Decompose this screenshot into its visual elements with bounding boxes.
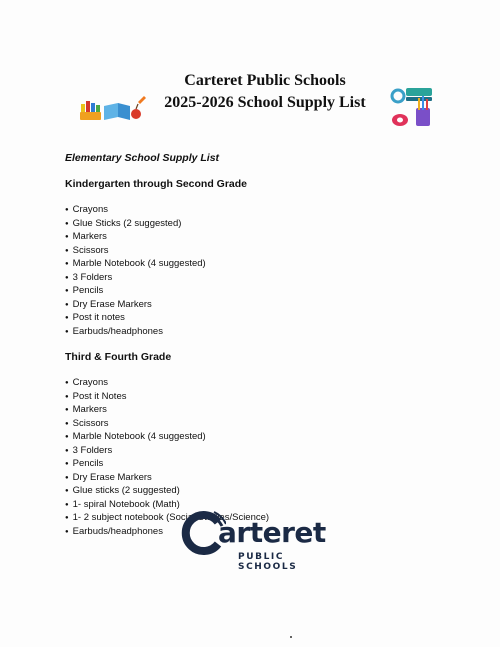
school-supplies-clipart-icon	[78, 92, 148, 122]
list-item: ● Dry Erase Markers	[65, 299, 445, 313]
document-header	[150, 70, 380, 114]
scan-speck	[290, 636, 292, 638]
list-item: ● Marble Notebook (4 suggested)	[65, 431, 445, 445]
document-subtitle: 2025-2026 School Supply List	[164, 94, 366, 111]
supply-list-content	[65, 152, 445, 551]
list-item: ● Crayons	[65, 204, 445, 218]
list-item: ● Pencils	[65, 458, 445, 472]
list-item: ● 1- spiral Notebook (Math)	[65, 499, 445, 513]
stationery-clipart-icon	[388, 84, 438, 130]
logo-wordmark: arteret	[218, 516, 326, 549]
list-item: ● Glue Sticks (2 suggested)	[65, 218, 445, 232]
list-item: ● Scissors	[65, 245, 445, 259]
list-item: ● Markers	[65, 231, 445, 245]
list-item: ● Post it Notes	[65, 391, 445, 405]
list-item: ● Marble Notebook (4 suggested)	[65, 258, 445, 272]
carteret-logo	[180, 510, 340, 570]
list-item: ● Pencils	[65, 285, 445, 299]
list-item: ● Dry Erase Markers	[65, 472, 445, 486]
list-item: ● 3 Folders	[65, 272, 445, 286]
supply-list	[65, 204, 445, 339]
list-item: ● 3 Folders	[65, 445, 445, 459]
section-title: Elementary School Supply List	[65, 152, 220, 164]
list-item: ● Post it notes	[65, 312, 445, 326]
list-item: ● Crayons	[65, 377, 445, 391]
list-item: ● Markers	[65, 404, 445, 418]
grade-group	[65, 178, 445, 339]
document-title: Carteret Public Schools	[184, 72, 346, 89]
logo-subtitle: PUBLIC SCHOOLS	[238, 552, 298, 572]
list-item: ● Glue sticks (2 suggested)	[65, 485, 445, 499]
list-item: ● 1- 2 subject notebook (Social Studies/Science)	[65, 512, 445, 526]
list-item: ● Earbuds/headphones	[65, 326, 445, 340]
grade-heading: Third & Fourth Grade	[65, 351, 172, 363]
list-item: ● Earbuds/headphones	[65, 526, 445, 540]
grade-heading: Kindergarten through Second Grade	[65, 178, 248, 190]
list-item: ● Scissors	[65, 418, 445, 432]
